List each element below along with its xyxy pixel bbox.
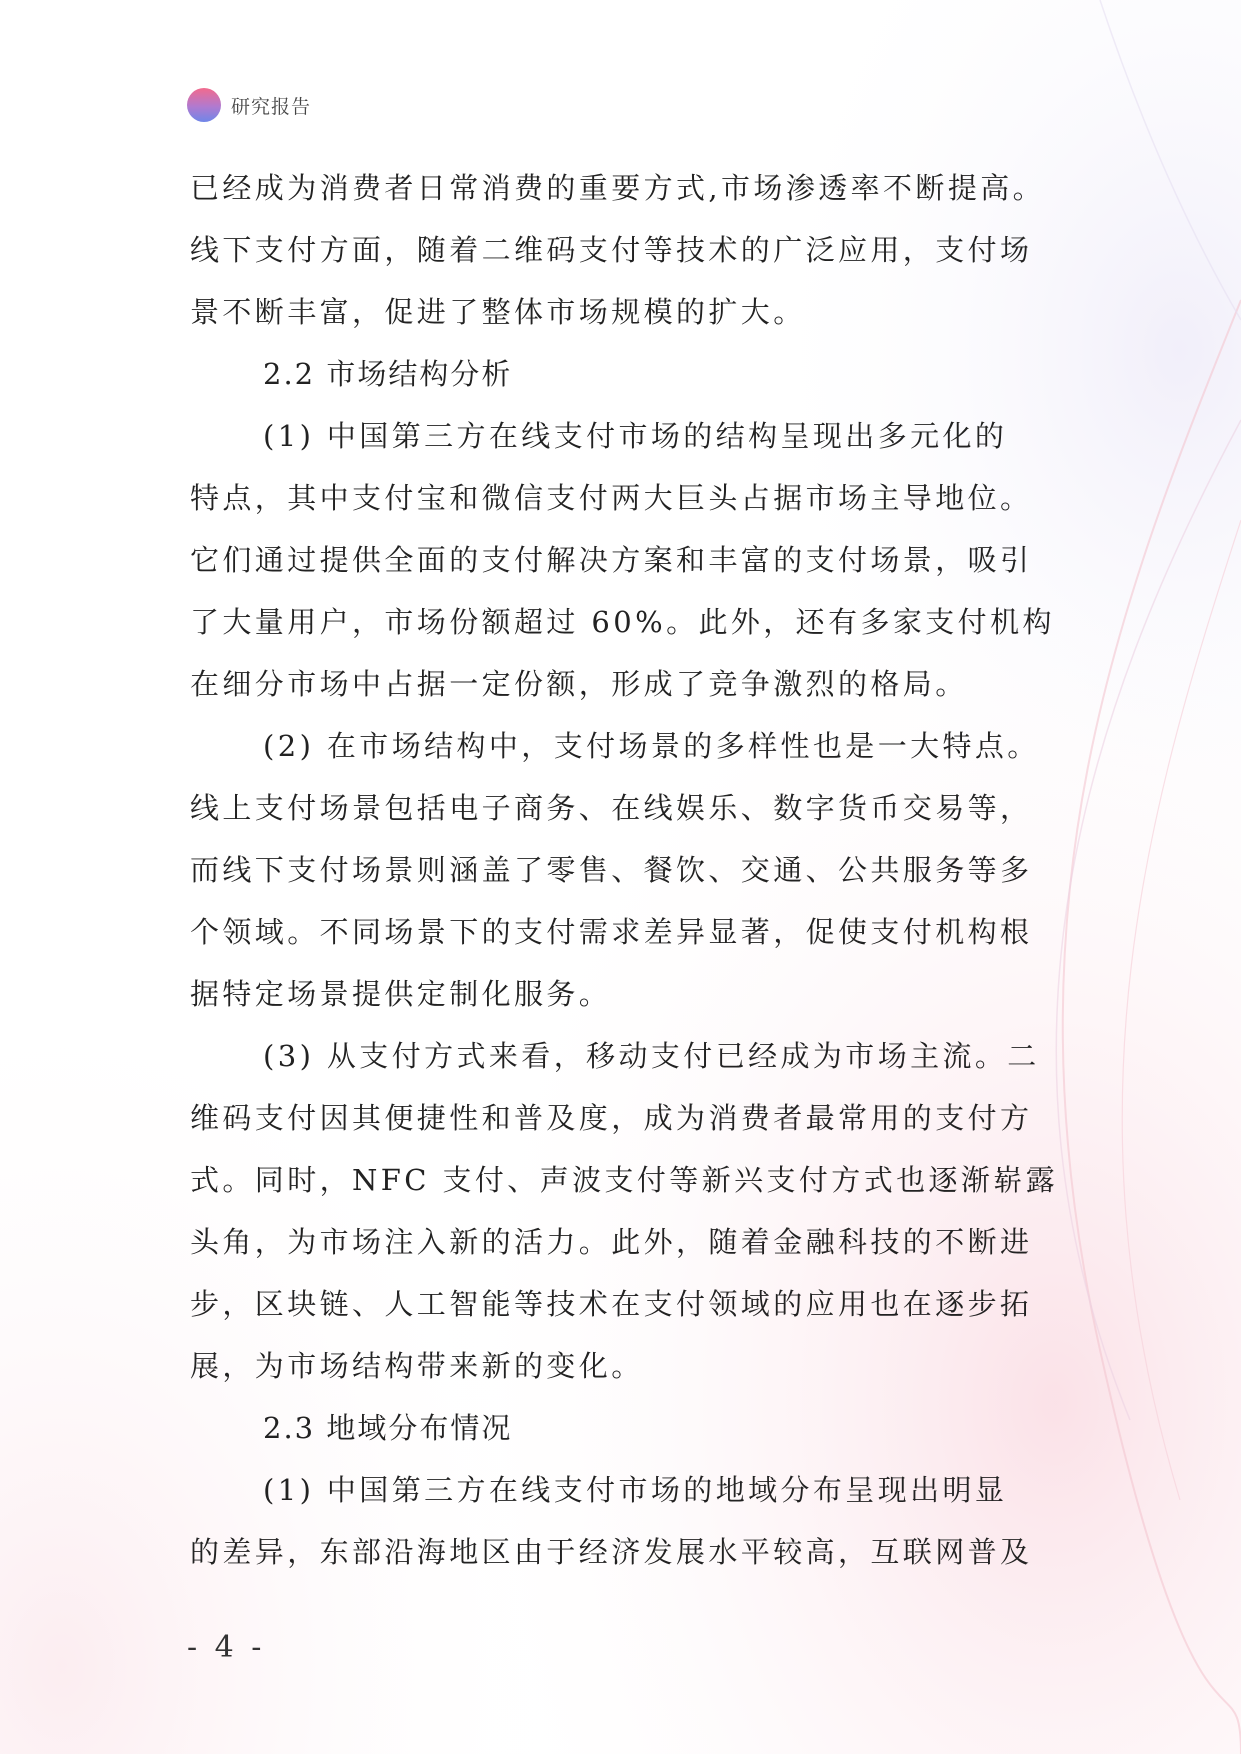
document-body (190, 157, 1095, 1583)
paragraph-line: 头角，为市场注入新的活力。此外，随着金融科技的不断进 (190, 1225, 1033, 1259)
paragraph-line: 在细分市场中占据一定份额，形成了竞争激烈的格局。 (190, 667, 968, 701)
paragraph-line: 特点，其中支付宝和微信支付两大巨头占据市场主导地位。 (190, 481, 1033, 515)
page-number: - 4 - (187, 1630, 266, 1665)
paragraph-line: (1) 中国第三方在线支付市场的结构呈现出多元化的 (263, 419, 1008, 453)
paragraph-line: 展，为市场结构带来新的变化。 (190, 1349, 644, 1383)
paragraph-line: (2) 在市场结构中，支付场景的多样性也是一大特点。 (263, 729, 1040, 763)
paragraph-line: 已经成为消费者日常消费的重要方式,市场渗透率不断提高。 (190, 171, 1046, 205)
paragraph-line: 的差异，东部沿海地区由于经济发展水平较高，互联网普及 (190, 1535, 1033, 1569)
section-heading: 2.3 地域分布情况 (263, 1411, 513, 1445)
paragraph-line: 了大量用户，市场份额超过 60%。此外，还有多家支付机构 (190, 605, 1055, 639)
paragraph-line: 它们通过提供全面的支付解决方案和丰富的支付场景，吸引 (190, 543, 1033, 577)
paragraph-line: 线上支付场景包括电子商务、在线娱乐、数字货币交易等， (190, 791, 1033, 825)
paragraph-line: 个领域。不同场景下的支付需求差异显著，促使支付机构根 (190, 915, 1033, 949)
paragraph-line: 步，区块链、人工智能等技术在支付领域的应用也在逐步拓 (190, 1287, 1033, 1321)
paragraph-line: 据特定场景提供定制化服务。 (190, 977, 612, 1011)
paragraph-line: 线下支付方面，随着二维码支付等技术的广泛应用，支付场 (190, 233, 1033, 267)
paragraph-line: 景不断丰富，促进了整体市场规模的扩大。 (190, 295, 806, 329)
section-heading: 2.2 市场结构分析 (263, 357, 513, 391)
report-header (187, 88, 311, 122)
logo-circle-icon (187, 88, 221, 122)
paragraph-line: 式。同时，NFC 支付、声波支付等新兴支付方式也逐渐崭露 (190, 1163, 1059, 1197)
header-title: 研究报告 (231, 95, 312, 118)
paragraph-line: 而线下支付场景则涵盖了零售、餐饮、交通、公共服务等多 (190, 853, 1033, 887)
paragraph-line: (3) 从支付方式来看，移动支付已经成为市场主流。二 (263, 1039, 1040, 1073)
paragraph-line: 维码支付因其便捷性和普及度，成为消费者最常用的支付方 (190, 1101, 1033, 1135)
paragraph-line: (1) 中国第三方在线支付市场的地域分布呈现出明显 (263, 1473, 1008, 1507)
